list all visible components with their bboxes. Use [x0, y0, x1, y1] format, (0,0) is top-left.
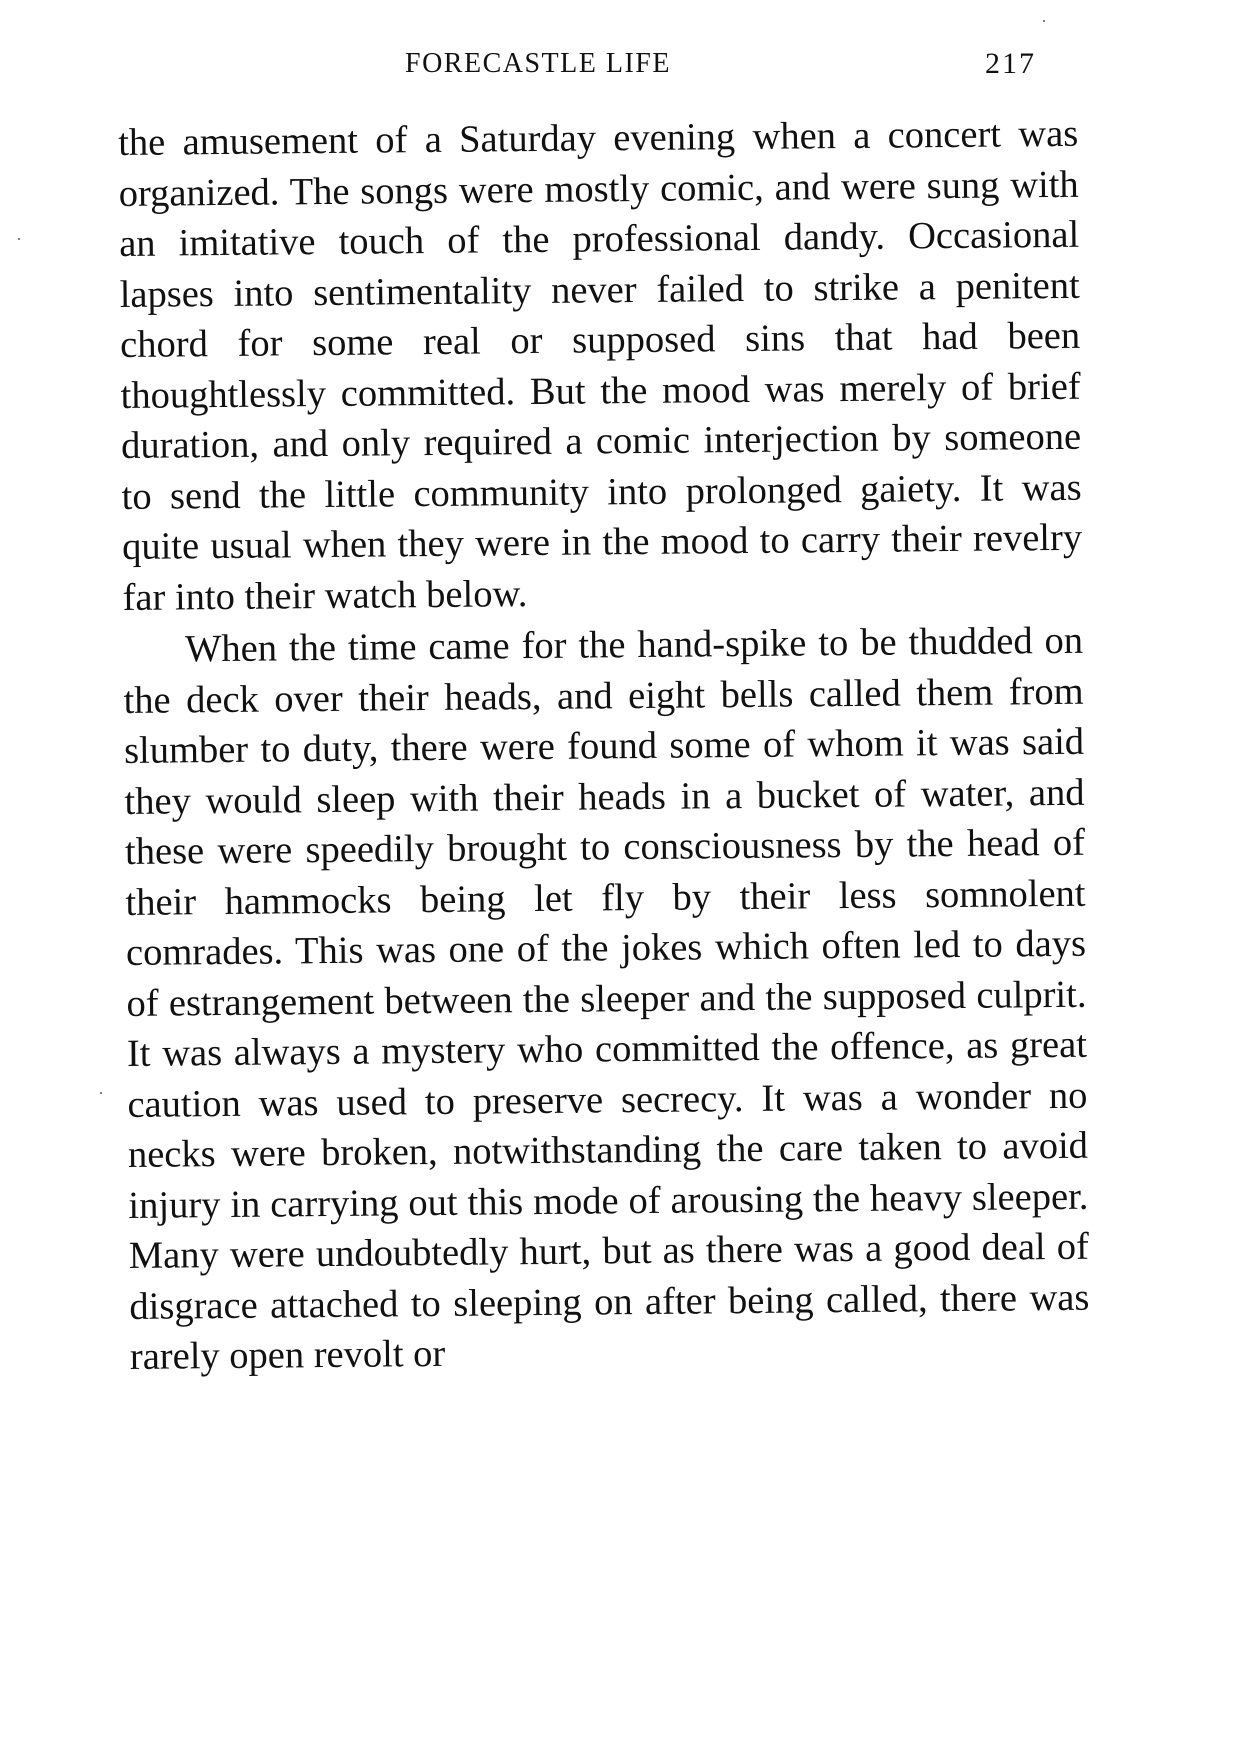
print-speck	[1043, 20, 1045, 22]
paragraph-continued: the amusement of a Saturday evening when a concert was organized. The songs were mostly comic, and were sung with an imitative touch of the professional dandy. Occasional lapses into sentimentality never failed to strike a penitent chord for some real or supposed sins that had been thoughtlessly committed. But the mood was merely of brief duration, and only required a comic interjection by someone to send the little community into prolonged gaiety. It was quite usual when they were in the mood to carry their revelry far into their watch below.	[118, 112, 1083, 619]
running-head-title: FORECASTLE LIFE	[405, 48, 671, 79]
print-speck	[18, 238, 20, 240]
print-speck	[100, 1092, 102, 1094]
page-number: 217	[985, 47, 1036, 80]
paragraph-hand-spike: When the time came for the hand-spike to be thudded on the deck over their heads, and eight bells called them from slumber to duty, there were found some of whom it was said they would sleep with their heads in a bucket of water, and these were speedily brought to consciousness by the head of their hammocks being let fly by their less somnolent comrades. This was one of the jokes which often led to days of estrangement between the sleeper and the supposed culprit. It was always a mystery who committed the offence, as great caution was used to preserve secrecy. It was a wonder no necks were broken, notwithstanding the care taken to avoid injury in carrying out this mode of arousing the heavy sleeper. Many were undoubtedly hurt, but as there was a good deal of disgrace attached to sleeping on after being called, there was rarely open revolt or	[123, 619, 1090, 1378]
body-text	[118, 109, 1090, 1383]
